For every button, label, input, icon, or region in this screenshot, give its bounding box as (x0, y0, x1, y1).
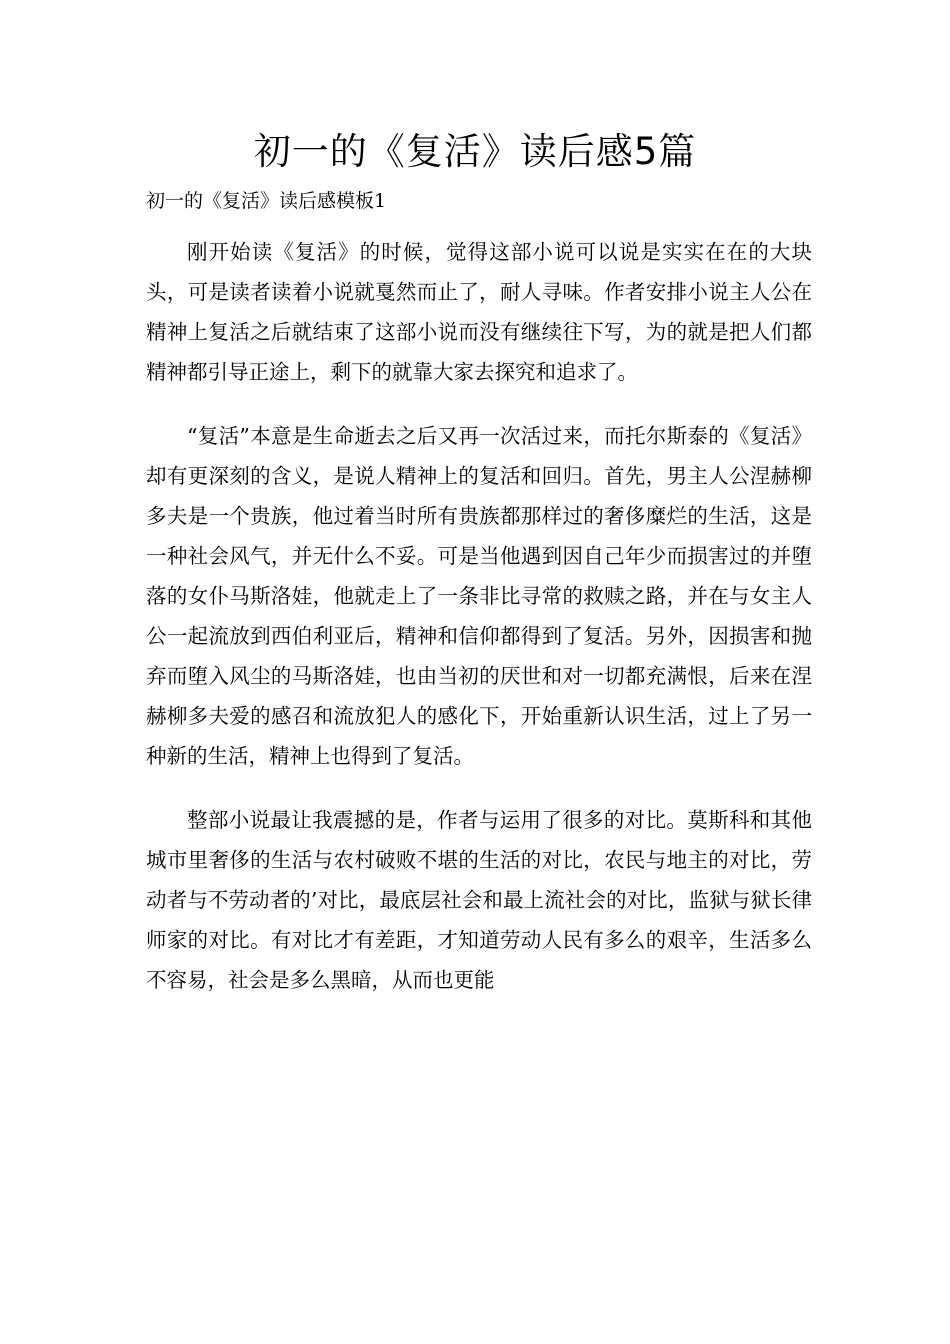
paragraph-3: 整部小说最让我震撼的是，作者与运用了很多的对比。莫斯科和其他城市里奢侈的生活与农村破败不堪的生活的对比，农民与地主的对比，劳动者与不劳动者的’对比，最底层社会和最上流社会的对比，监狱与狱长律师家的对比。有对比才有差距，才知道劳动人民有多么的艰辛，生活多么不容易，社会是多么黑暗，从而也更能 (146, 808, 812, 992)
paragraph-2: “复活”本意是生命逝去之后又再一次活过来，而托尔斯泰的《复活》却有更深刻的含义，是说人精神上的复活和回归。首先，男主人公涅赫柳多夫是一个贵族，他过着当时所有贵族都那样过的奢侈糜烂的生活，这是一种社会风气，并无什么不妥。可是当他遇到因自己年少而损害过的并堕落的女仆马斯洛娃，他就走上了一条非比寻常的救赎之路，并在与女主人公一起流放到西伯利亚后，精神和信仰都得到了复活。另外，因损害和抛弃而堕入风尘的马斯洛娃，也由当初的厌世和对一切都充满恨，后来在涅赫柳多夫爱的感召和流放犯人的感化下，开始重新认识生活，过上了另一种新的生活，精神上也得到了复活。 (146, 424, 812, 768)
document-title: 初一的《复活》读后感5篇 (253, 130, 697, 173)
document-body (146, 232, 812, 1024)
section-heading: 初一的《复活》读后感模板1 (146, 190, 387, 212)
paragraph-1: 刚开始读《复活》的时候，觉得这部小说可以说是实实在在的大块头，可是读者读着小说就戛然而止了，耐人寻味。作者安排小说主人公在精神上复活之后就结束了这部小说而没有继续往下写，为的就是把人们都精神都引导正途上，剩下的就靠大家去探究和追求了。 (146, 240, 812, 384)
